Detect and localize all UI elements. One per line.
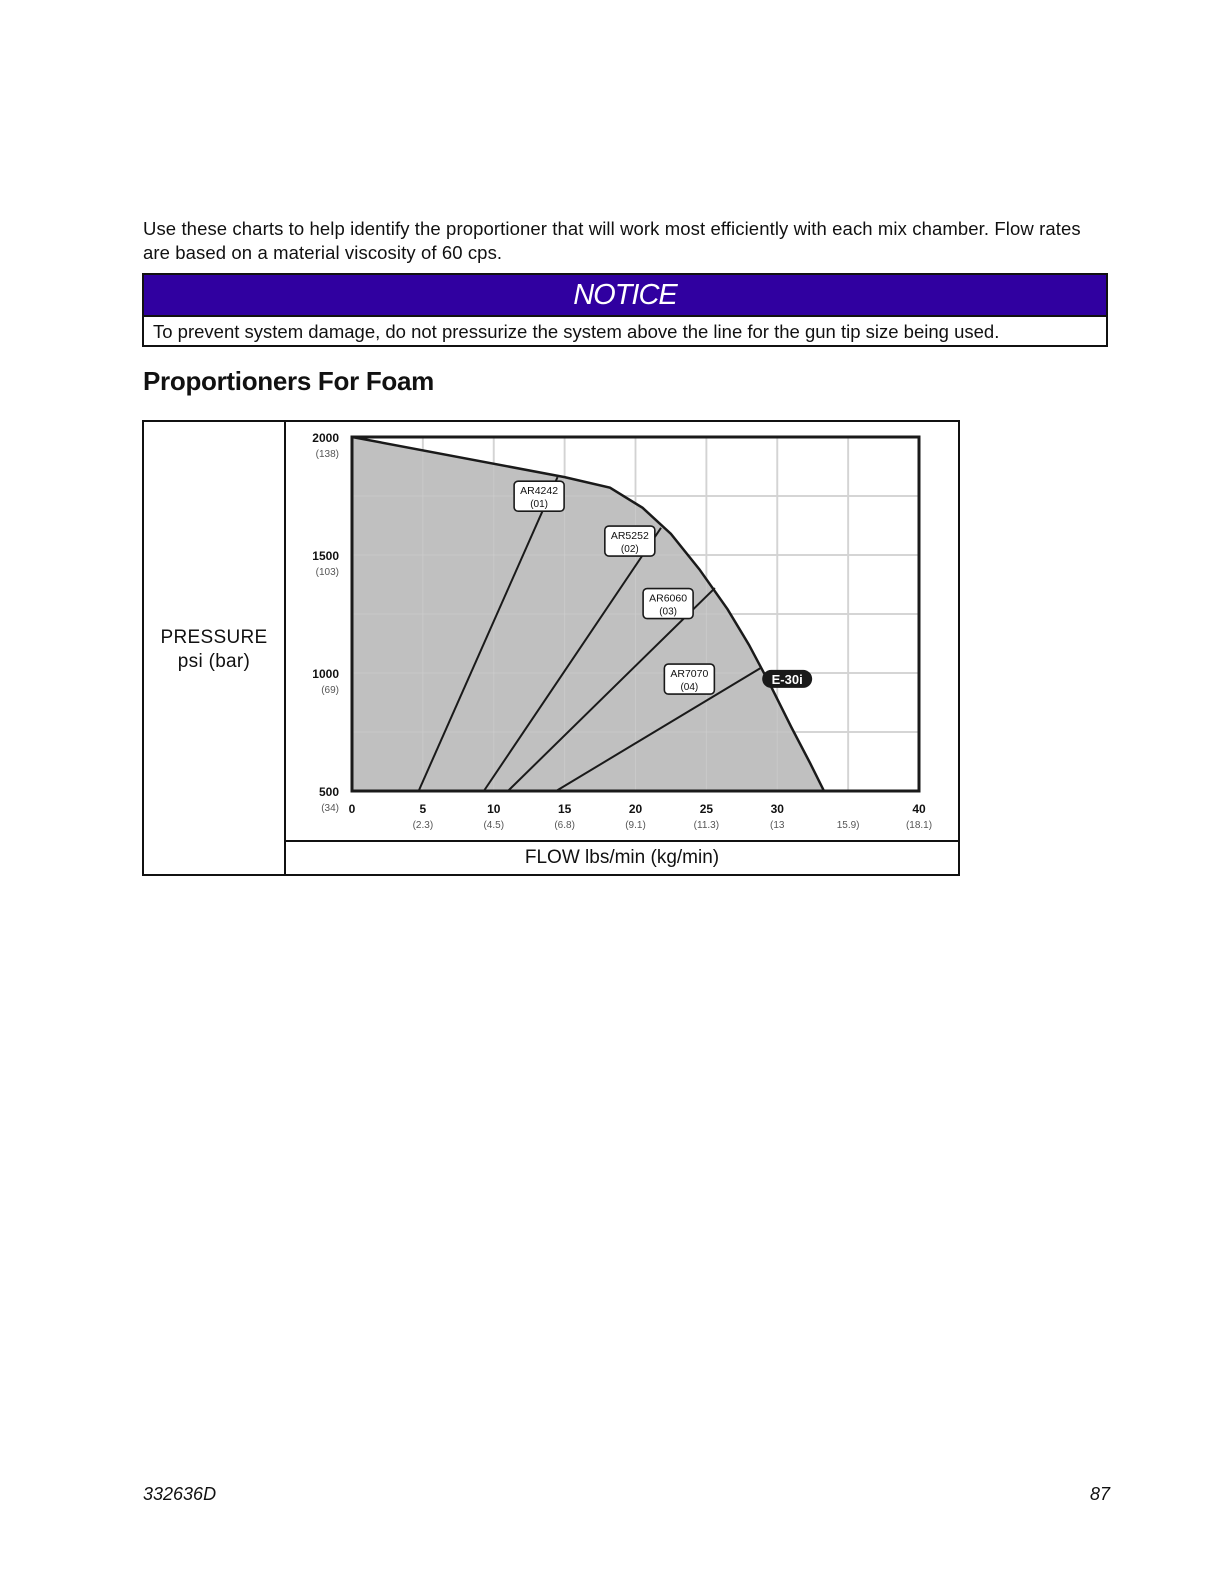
y-tick-label: 1500 [312, 549, 339, 563]
y-tick-label: 500 [318, 785, 339, 799]
notice-title: NOTICE [144, 275, 1106, 317]
x-tick-sublabel: (6.8) [554, 820, 575, 831]
x-tick-label: 30 [770, 802, 784, 816]
machine-badge-text: E-30i [771, 671, 803, 687]
x-tick-label: 40 [912, 802, 926, 816]
y-tick-sublabel: (103) [315, 567, 339, 578]
x-tick-label: 15 [557, 802, 572, 816]
x-axis-label: FLOW lbs/min (kg/min) [286, 840, 958, 874]
x-tick-label: 0 [348, 802, 356, 816]
mix-chamber-code-ar5252: (02) [620, 544, 639, 556]
x-tick-sublabel: (4.5) [483, 820, 505, 831]
y-tick-sublabel: (138) [315, 449, 339, 460]
y-axis-label-line2: psi (bar) [177, 651, 251, 672]
mix-chamber-label-ar5252: AR5252 [610, 530, 649, 543]
notice-text: To prevent system damage, do not pressurize the system above the line for the gun tip size being used. [153, 321, 1000, 342]
x-tick-sublabel: 15.9) [836, 820, 860, 831]
mix-chamber-code-ar6060: (03) [659, 606, 678, 618]
y-axis-label-line1: PRESSURE [160, 627, 268, 648]
mix-chamber-label-ar4242: AR4242 [520, 485, 559, 498]
intro-text: Use these charts to help identify the proportioner that will work most efficiently with each mix chamber. Flow rates are based on a material viscosity of 60 cps. [143, 218, 1081, 263]
x-tick-label: 10 [487, 802, 501, 816]
mix-chamber-code-ar4242: (01) [530, 499, 549, 511]
x-tick-sublabel: (11.3) [693, 820, 720, 831]
x-tick-sublabel: (9.1) [625, 820, 646, 831]
x-tick-sublabel: (2.3) [412, 820, 434, 831]
doc-number: 332636D [143, 1484, 217, 1504]
y-tick-label: 2000 [312, 431, 339, 445]
y-tick-sublabel: (69) [321, 685, 339, 696]
section-title: Proportioners For Foam [143, 366, 434, 396]
page-number: 87 [1089, 1484, 1110, 1504]
mix-chamber-code-ar7070: (04) [680, 682, 699, 694]
mix-chamber-label-ar7070: AR7070 [670, 668, 709, 681]
x-tick-label: 25 [699, 802, 714, 816]
y-tick-label: 1000 [312, 667, 339, 681]
y-tick-sublabel: (34) [321, 803, 339, 814]
x-tick-label: 20 [628, 802, 643, 816]
x-tick-sublabel: (13 [770, 820, 785, 831]
mix-chamber-label-ar6060: AR6060 [649, 592, 688, 605]
x-tick-sublabel: (18.1) [905, 820, 933, 831]
x-tick-label: 5 [419, 802, 427, 816]
